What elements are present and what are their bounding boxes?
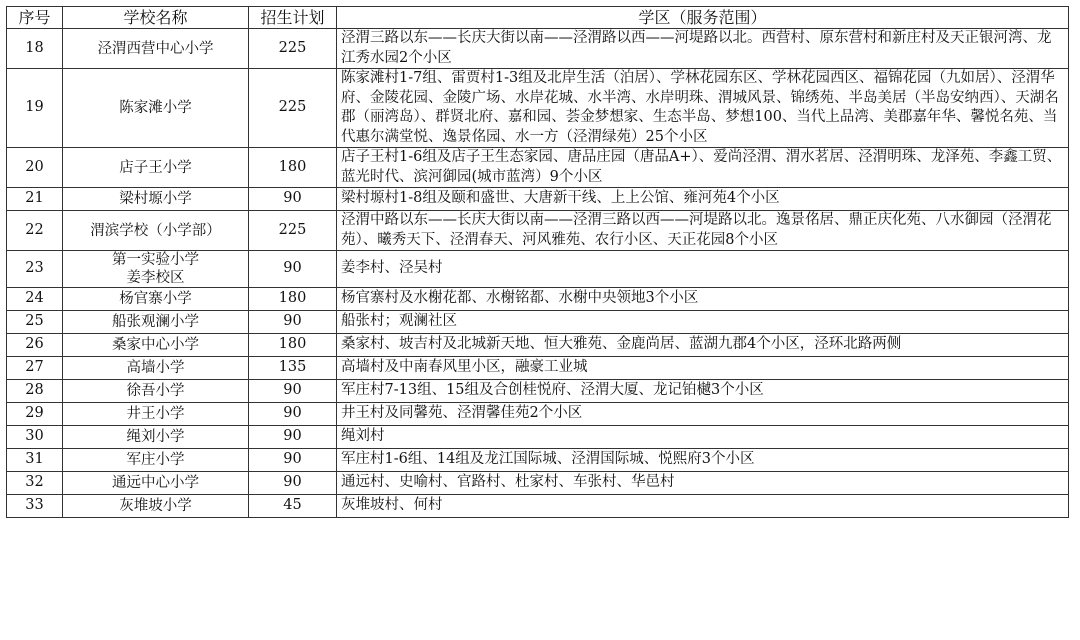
row-number: 29 — [7, 403, 63, 426]
enrollment-plan: 90 — [249, 311, 337, 334]
enrollment-plan: 180 — [249, 288, 337, 311]
enrollment-plan: 90 — [249, 403, 337, 426]
enrollment-plan: 225 — [249, 69, 337, 148]
row-number: 19 — [7, 69, 63, 148]
school-name-line: 梁村塬小学 — [119, 191, 192, 207]
enrollment-plan: 180 — [249, 334, 337, 357]
row-number: 22 — [7, 211, 63, 251]
row-number: 31 — [7, 449, 63, 472]
school-name-line: 陈家滩小学 — [119, 100, 192, 116]
table-row — [7, 288, 1069, 311]
school-name-line: 店子王小学 — [119, 159, 192, 176]
enrollment-plan: 180 — [249, 148, 337, 188]
school-name-line: 杨官寨小学 — [119, 291, 192, 307]
school-name — [63, 472, 249, 495]
school-name — [63, 251, 249, 288]
header-row — [7, 7, 1069, 29]
enrollment-plan: 45 — [249, 495, 337, 518]
header-no: 序号 — [7, 7, 63, 29]
enrollment-plan: 90 — [249, 426, 337, 449]
service-area: 船张村；观澜社区 — [337, 311, 1069, 334]
school-name — [63, 148, 249, 188]
header-plan: 招生计划 — [249, 7, 337, 29]
school-name-line: 绳刘小学 — [126, 429, 185, 445]
service-area: 军庄村7-13组、15组及合创桂悦府、泾渭大厦、龙记铂樾3个小区 — [337, 380, 1069, 403]
school-name — [63, 211, 249, 251]
service-area: 灰堆坡村、何村 — [337, 495, 1069, 518]
row-number: 27 — [7, 357, 63, 380]
service-area: 梁村塬村1-8组及颐和盛世、大唐新干线、上上公馆、雍河苑4个小区 — [337, 188, 1069, 211]
school-name-line: 高墙小学 — [126, 360, 185, 376]
enrollment-plan: 90 — [249, 449, 337, 472]
table-row — [7, 69, 1069, 148]
row-number: 33 — [7, 495, 63, 518]
service-area: 泾渭中路以东——长庆大街以南——泾渭三路以西——河堤路以北。逸景佲居、鼎正庆化苑、八水御园（泾渭花苑）、曦秀天下、泾渭春天、河风雅苑、农行小区、天正花园8个小区 — [337, 211, 1069, 251]
row-number: 21 — [7, 188, 63, 211]
enrollment-table — [6, 6, 1069, 518]
school-name — [63, 334, 249, 357]
table-row — [7, 188, 1069, 211]
table-row — [7, 29, 1069, 69]
service-area: 绳刘村 — [337, 426, 1069, 449]
school-name-line: 渭滨学校（小学部） — [90, 222, 221, 239]
table-row — [7, 357, 1069, 380]
school-name-line: 井王小学 — [126, 406, 185, 422]
school-name — [63, 69, 249, 148]
school-name — [63, 288, 249, 311]
enrollment-plan: 90 — [249, 472, 337, 495]
row-number: 24 — [7, 288, 63, 311]
school-name — [63, 449, 249, 472]
row-number: 20 — [7, 148, 63, 188]
school-name-line: 通远中心小学 — [112, 475, 199, 491]
service-area: 井王村及同馨苑、泾渭馨佳苑2个小区 — [337, 403, 1069, 426]
table-row — [7, 380, 1069, 403]
school-name-line: 姜李校区 — [126, 270, 185, 286]
table-row — [7, 211, 1069, 251]
row-number: 18 — [7, 29, 63, 69]
table-row — [7, 148, 1069, 188]
table-row — [7, 449, 1069, 472]
row-number: 28 — [7, 380, 63, 403]
enrollment-plan: 90 — [249, 251, 337, 288]
table-row — [7, 334, 1069, 357]
table-row — [7, 426, 1069, 449]
row-number: 32 — [7, 472, 63, 495]
enrollment-plan: 225 — [249, 211, 337, 251]
row-number: 23 — [7, 251, 63, 288]
service-area: 桑家村、坡吉村及北城新天地、恒大雅苑、金鹿尚居、蓝湖九郡4个小区，泾环北路两侧 — [337, 334, 1069, 357]
table-row — [7, 311, 1069, 334]
header-area: 学区（服务范围） — [337, 7, 1069, 29]
school-name-line: 船张观澜小学 — [112, 314, 199, 330]
enrollment-plan: 90 — [249, 188, 337, 211]
school-name-line: 军庄小学 — [126, 452, 185, 468]
table-row — [7, 251, 1069, 288]
school-name — [63, 188, 249, 211]
service-area: 通远村、史喻村、官路村、杜家村、车张村、华邑村 — [337, 472, 1069, 495]
table-body — [7, 29, 1069, 518]
table-row — [7, 472, 1069, 495]
service-area: 陈家滩村1-7组、雷贾村1-3组及北岸生活（泊居）、学林花园东区、学林花园西区、福锦花园（九如居）、泾渭华府、金陵花园、金陵广场、水岸花城、水半湾、水岸明珠、渭城风景、锦绣苑、半岛美居（半岛安纳西）、天湖名郡（丽湾岛）、群贤北府、嘉和园、荟金梦想家、生态半岛、梦想100、当代上品湾、美郡嘉年华、馨悦名苑、当代惠尔满堂悦、逸景佲园、水一方（泾渭绿苑）25个小区 — [337, 69, 1069, 148]
service-area: 店子王村1-6组及店子王生态家园、唐品庄园（唐品A+）、爱尚泾渭、渭水茗居、泾渭明珠、龙泽苑、李鑫工贸、蓝光时代、滨河御园(城市蓝湾）9个小区 — [337, 148, 1069, 188]
school-name — [63, 29, 249, 69]
school-name — [63, 495, 249, 518]
school-name-line: 泾渭西营中心小学 — [97, 40, 214, 57]
service-area: 军庄村1-6组、14组及龙江国际城、泾渭国际城、悦熙府3个小区 — [337, 449, 1069, 472]
row-number: 25 — [7, 311, 63, 334]
row-number: 30 — [7, 426, 63, 449]
enrollment-plan: 90 — [249, 380, 337, 403]
school-name-line: 灰堆坡小学 — [119, 498, 192, 514]
school-name — [63, 311, 249, 334]
table-row — [7, 403, 1069, 426]
service-area: 高墙村及中南春风里小区，融豪工业城 — [337, 357, 1069, 380]
service-area: 泾渭三路以东——长庆大街以南——泾渭路以西——河堤路以北。西营村、原东营村和新庄村及天正银河湾、龙江秀水园2个小区 — [337, 29, 1069, 69]
school-name — [63, 357, 249, 380]
service-area: 姜李村、泾吴村 — [337, 251, 1069, 288]
school-name — [63, 426, 249, 449]
school-name-line: 徐吾小学 — [126, 383, 185, 399]
row-number: 26 — [7, 334, 63, 357]
school-name-line: 第一实验小学 — [112, 252, 199, 268]
school-name — [63, 403, 249, 426]
service-area: 杨官寨村及水榭花都、水榭铭都、水榭中央领地3个小区 — [337, 288, 1069, 311]
enrollment-plan: 225 — [249, 29, 337, 69]
header-school: 学校名称 — [63, 7, 249, 29]
enrollment-plan: 135 — [249, 357, 337, 380]
school-name-line: 桑家中心小学 — [112, 337, 199, 353]
table-row — [7, 495, 1069, 518]
school-name — [63, 380, 249, 403]
